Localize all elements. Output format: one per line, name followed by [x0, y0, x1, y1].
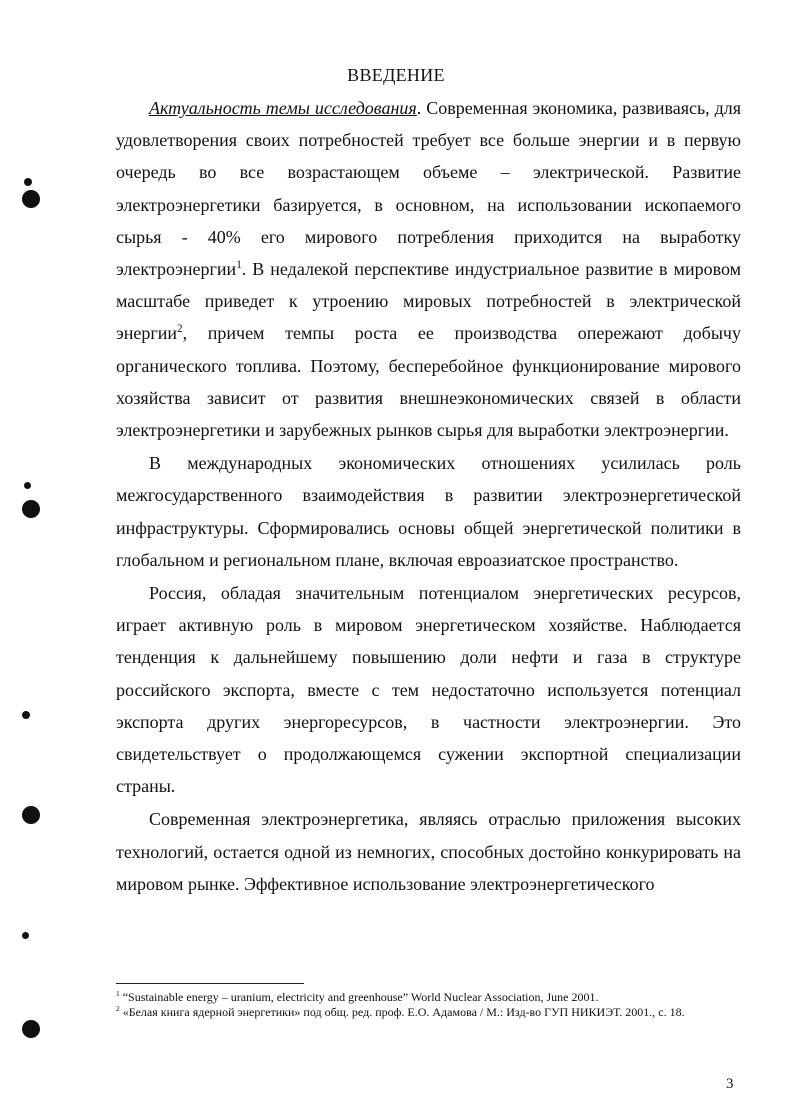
binder-hole	[22, 806, 40, 824]
body-text	[116, 92, 741, 900]
binder-hole	[22, 190, 40, 208]
binder-hole-dot	[24, 178, 32, 186]
binder-hole	[22, 500, 40, 518]
paragraph-text: , причем темпы роста ее производства опережают добычу органического топлива. Поэтому, бесперебойное функционирование мирового хозяйства зависит от развития внешнеэкономических связей в области электроэнергетики и зарубежных рынков сырья для выработки электроэнергии.	[116, 323, 741, 441]
binder-hole-dot	[24, 482, 31, 489]
binder-hole	[22, 1020, 40, 1038]
binder-hole-dot	[22, 711, 30, 719]
footnote-mark: 1	[116, 989, 120, 998]
section-lead: Актуальность темы исследования	[149, 98, 417, 118]
footnote-ref[interactable]: 1	[236, 259, 242, 272]
footnote-ref[interactable]: 2	[177, 323, 183, 336]
paragraph-text: . В недалекой перспективе индустриальное развитие в мировом масштабе приведет к утроению мировых потребностей в электрической энергии	[116, 259, 741, 344]
paragraph-text: . Современная экономика, развиваясь, для удовлетворения своих потребностей требует все больше энергии и в первую очередь во все возрастающем объеме – электрической. Развитие электроэнергетики базируется, в основном, на использовании ископаемого сырья - 40% его мирового потребления приходится на выработку электроэнергии	[116, 98, 742, 280]
paragraph: Современная электроэнергетика, являясь отраслью приложения высоких технологий, остается одной из немногих, способных достойно конкурировать на мировом рынке. Эффективное использование электроэнергетического	[116, 809, 741, 894]
page-title: ВВЕДЕНИЕ	[347, 65, 445, 85]
footnote-text: «Белая книга ядерной энергетики» под общ. ред. проф. Е.О. Адамова / М.: Изд-во ГУП НИКИЭТ. 2001., с. 18.	[122, 1005, 685, 1019]
footnotes	[116, 990, 741, 1020]
footnote-text: “Sustainable energy – uranium, electricity and greenhouse” World Nuclear Association, June 2001.	[122, 990, 599, 1004]
paragraph: Россия, обладая значительным потенциалом энергетических ресурсов, играет активную роль в мировом энергетическом хозяйстве. Наблюдается тенденция к дальнейшему повышению доли нефти и газа в структуре российского экспорта, вместе с тем недостаточно используется потенциал экспорта других энергоресурсов, в частности электроэнергии. Это свидетельствует о продолжающемся сужении экспортной специализации страны.	[116, 583, 741, 797]
footnote-divider	[116, 983, 304, 984]
paragraph	[116, 92, 741, 446]
footnote	[116, 990, 741, 1005]
paragraph: В международных экономических отношениях усилилась роль межгосударственного взаимодействия в развитии электроэнергетической инфраструктуры. Сформировались основы общей энергетической политики в глобальном и региональном плане, включая евроазиатское пространство.	[116, 453, 741, 570]
page-number: 3	[726, 1076, 734, 1092]
footnote	[116, 1005, 741, 1020]
binder-hole-dot	[22, 932, 29, 939]
footnote-mark: 2	[116, 1004, 120, 1013]
